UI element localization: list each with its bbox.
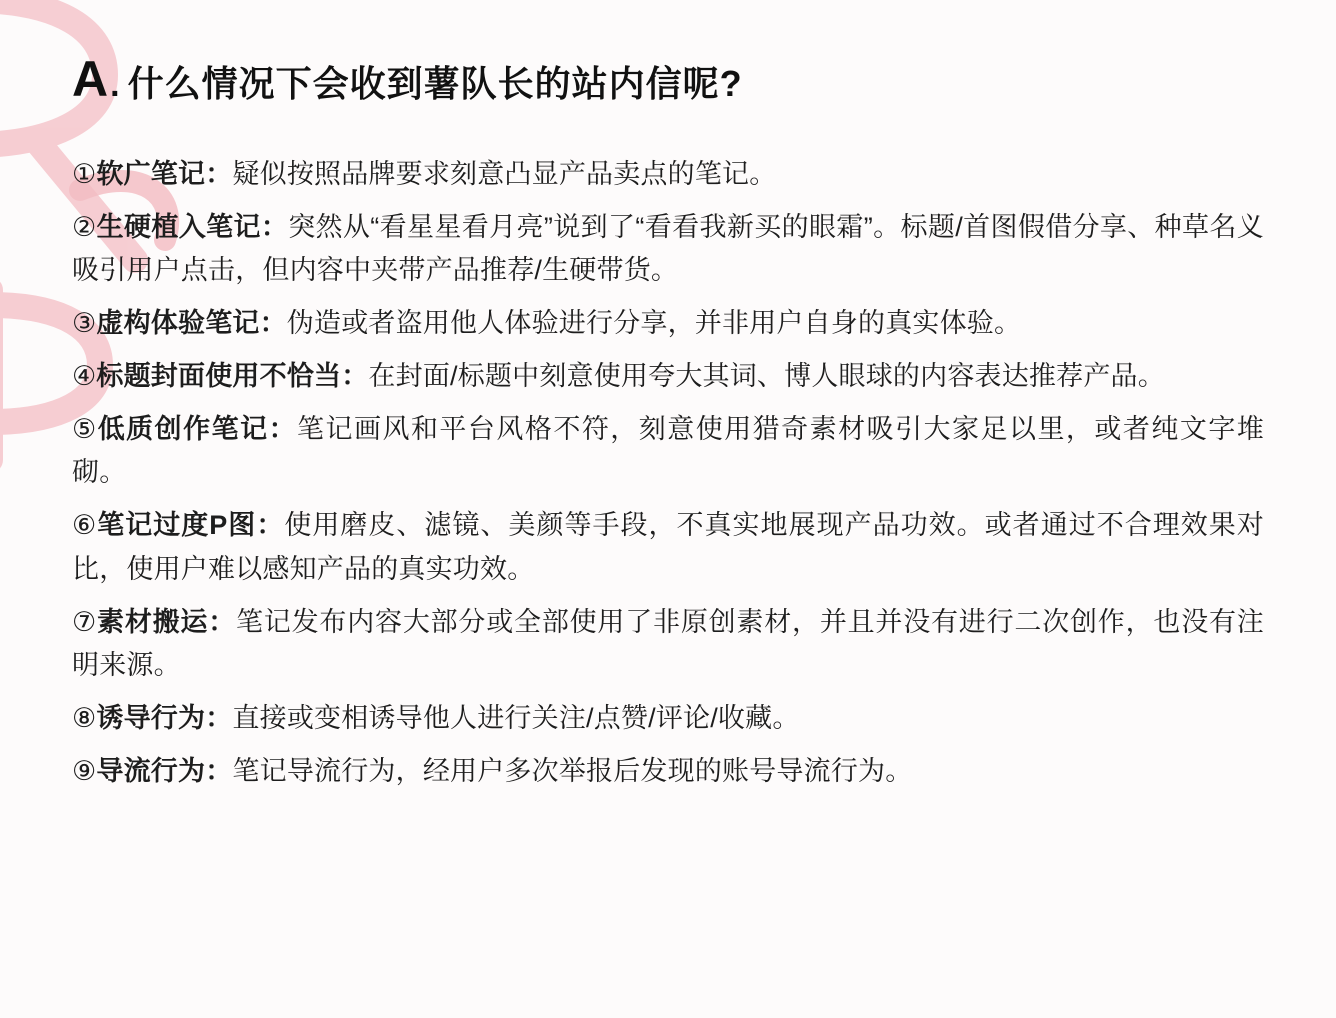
title-text: 什么情况下会收到薯队长的站内信呢? <box>127 63 743 104</box>
item-body: 笔记画风和平台风格不符，刻意使用猎奇素材吸引大家足以里，或者纯文字堆砌。 <box>72 413 1265 488</box>
item-term: 虚构体验笔记 <box>96 308 260 339</box>
item-term: 素材搬运 <box>97 606 209 637</box>
item-number: ③ <box>72 308 97 339</box>
item-term: 笔记过度P图 <box>97 510 257 541</box>
item-body: 笔记导流行为，经用户多次举报后发现的账号导流行为。 <box>232 755 913 786</box>
item-body: 使用磨皮、滤镜、美颜等手段，不真实地展现产品功效。或者通过不合理效果对比，使用户难以感知产品的真实功效。 <box>72 510 1264 584</box>
list-item <box>72 355 1264 399</box>
list-item <box>72 504 1264 591</box>
item-separator: ： <box>256 510 285 541</box>
item-body: 疑似按照品牌要求刻意凸显产品卖点的笔记。 <box>232 159 777 189</box>
item-number: ⑧ <box>72 703 97 734</box>
item-separator: ： <box>205 755 233 786</box>
list-item <box>72 302 1264 346</box>
item-number: ⑦ <box>72 606 98 637</box>
list-item <box>72 750 1264 794</box>
list-item <box>72 153 1264 197</box>
item-body: 伪造或者盗用他人体验进行分享，并非用户自身的真实体验。 <box>286 308 1022 339</box>
item-number: ⑥ <box>72 510 98 541</box>
list-item <box>72 601 1264 688</box>
item-term: 软广笔记 <box>96 159 206 189</box>
item-separator: ： <box>341 360 369 391</box>
item-term: 导流行为 <box>96 755 206 786</box>
item-separator: ： <box>260 211 289 242</box>
list-item <box>72 408 1264 495</box>
item-separator: ： <box>205 159 233 189</box>
item-number: ⑤ <box>72 413 98 444</box>
page-title <box>72 51 1264 107</box>
item-separator: ： <box>259 308 287 339</box>
item-body: 突然从“看星星看月亮”说到了“看看我新买的眼霜”。标题/首图假借分享、种草名义吸引用户点击，但内容中夹带产品推荐/生硬带货。 <box>72 211 1264 286</box>
item-term: 生硬植入笔记 <box>96 211 261 242</box>
title-letter: A <box>72 51 109 107</box>
item-separator: ： <box>268 413 298 444</box>
item-number: ② <box>72 211 97 242</box>
item-term: 低质创作笔记 <box>97 413 269 444</box>
item-body: 在封面/标题中刻意使用夸大其词、博人眼球的内容表达推荐产品。 <box>368 360 1165 391</box>
item-number: ⑨ <box>72 755 97 786</box>
item-term: 标题封面使用不恰当 <box>96 360 342 391</box>
item-number: ① <box>72 159 97 189</box>
item-body: 笔记发布内容大部分或全部使用了非原创素材，并且并没有进行二次创作，也没有注明来源。 <box>72 606 1265 681</box>
title-dot: . <box>110 66 120 104</box>
item-term: 诱导行为 <box>96 703 206 734</box>
item-separator: ： <box>205 703 233 734</box>
item-number: ④ <box>72 360 97 391</box>
item-body: 直接或变相诱导他人进行关注/点赞/评论/收藏。 <box>232 703 800 734</box>
item-separator: ： <box>208 606 237 637</box>
list-item <box>72 206 1264 293</box>
list-item <box>72 697 1264 741</box>
item-list <box>72 153 1264 794</box>
